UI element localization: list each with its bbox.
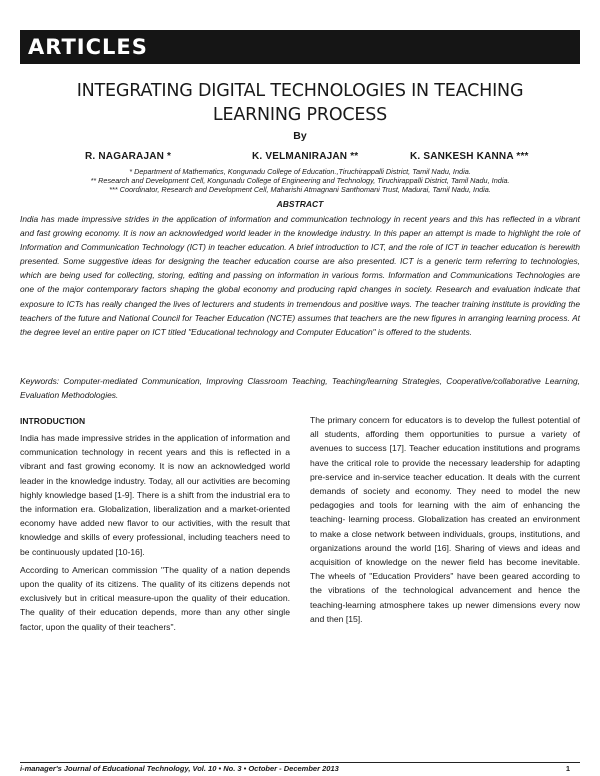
right-column bbox=[310, 413, 580, 630]
footer-rule bbox=[20, 762, 580, 763]
abstract-heading: ABSTRACT bbox=[276, 199, 324, 209]
body-paragraph: India has made impressive strides in the application of information and communication technology in recent years and this is reflected in a vibrant and fast growing economy. It is now an acknowledged world leader in the knowledge industry. Today, all our activities are becoming highly knowledge based [1-9]. There is a shift from the industrial era to the information era. Globalization, liberalization and a market-oriented economy have added new flavor to our activities, with the result that knowledge and skills of every professional, including teachers need to be continuously updated [10-16]. bbox=[20, 433, 290, 557]
body-paragraph: The primary concern for educators is to develop the fullest potential of all students, affording them opportunities to pursue a variety of avenues to success [17]. Teacher education institutions and programs have the critical role to provide the necessary leadership for adapting pre-service and in-service teacher education. It deals with the current demands of society and economy. They need to model the new pedagogies and tools for learning with the aim of enhancing the teaching- learning process. Globalization has created an environment to make a close network between individuals, groups, institutions, and organizations around the world [16]. Sharing of views and ideas and acquisition of knowledge on the newer field has become inevitable. The wheels of "Education Providers" have been geared according to the vibrations of the technological advancement and hence the teaching-learning atmosphere takes up newer dimensions every now and then [15]. bbox=[310, 415, 580, 624]
body-paragraph: According to American commission "The quality of a nation depends upon the quality of its citizens. The quality of its citizens depends not exclusively but in critical measure-upon the quality of their education. The quality of their education depends, more than any other single factor, upon the quality of their teachers". bbox=[20, 564, 290, 632]
keywords: Keywords: Computer-mediated Communication, Improving Classroom Teaching, Teaching/learning Strategies, Cooperative/collaborative Learning, Evaluation Methodologies. bbox=[20, 376, 580, 400]
affiliation-2: ** Research and Development Cell, Kongunadu College of Engineering and Technology, Tiruchirappalli District, Tamil Nadu, India. bbox=[90, 176, 510, 185]
affiliation-1: * Department of Mathematics, Kongunadu College of Education.,Tiruchirappalli District, Tamil Nadu, India. bbox=[129, 167, 471, 176]
title-line-2: LEARNING PROCESS bbox=[212, 105, 388, 125]
affiliations bbox=[40, 167, 560, 194]
by-label: By bbox=[293, 130, 307, 142]
author-3: K. SANKESH KANNA *** bbox=[410, 151, 529, 162]
page-number: 1 bbox=[565, 764, 570, 773]
title-line-1: INTEGRATING DIGITAL TECHNOLOGIES IN TEACHING bbox=[76, 81, 524, 101]
affiliation-3: *** Coordinator, Research and Development Cell, Maharishi Atmagnani Santhomani Trust, Madurai, Tamil Nadu, India. bbox=[109, 185, 491, 194]
author-2: K. VELMANIRAJAN ** bbox=[252, 151, 359, 162]
left-column bbox=[20, 413, 290, 638]
journal-footer: i-manager's Journal of Educational Technology, Vol. 10 • No. 3 • October - December 2013 bbox=[20, 764, 339, 773]
section-banner: ARTICLES bbox=[20, 30, 580, 64]
abstract-text: India has made impressive strides in the application of information and communication technology in recent years and this has reflected in a vibrant and fast growing economy. It is now an acknowledged world leader in the knowledge industry. In this paper an attempt is made to highlight the role of Information and Communication Technology (ICT) in teacher education. A brief introduction to ICT, and the role of ICT in teacher education is herewith presented. Some suggestive ideas for designing the teacher education course are also presented. ICT is a generic term referring to technologies, which are being used for collecting, storing, editing and passing on information in various forms. Information and Communications Technologies are one of the major contemporary factors shaping the global economy and producing rapid changes in society. Research and evaluation indicate that exposure to ICTs has really changed the lives of lecturers and students in tremendous and positive ways. The teacher training institute is providing the teachers of the future and National Council for Teacher Education (NCTE) assumes that teachers are the new figures in arranging learning process. At the degree level an entire paper on ICT titled "Educational technology and Computer Education" is offered to the students. bbox=[20, 214, 580, 337]
article-title bbox=[40, 79, 560, 127]
author-1: R. NAGARAJAN * bbox=[85, 151, 172, 162]
introduction-heading: INTRODUCTION bbox=[20, 416, 86, 426]
